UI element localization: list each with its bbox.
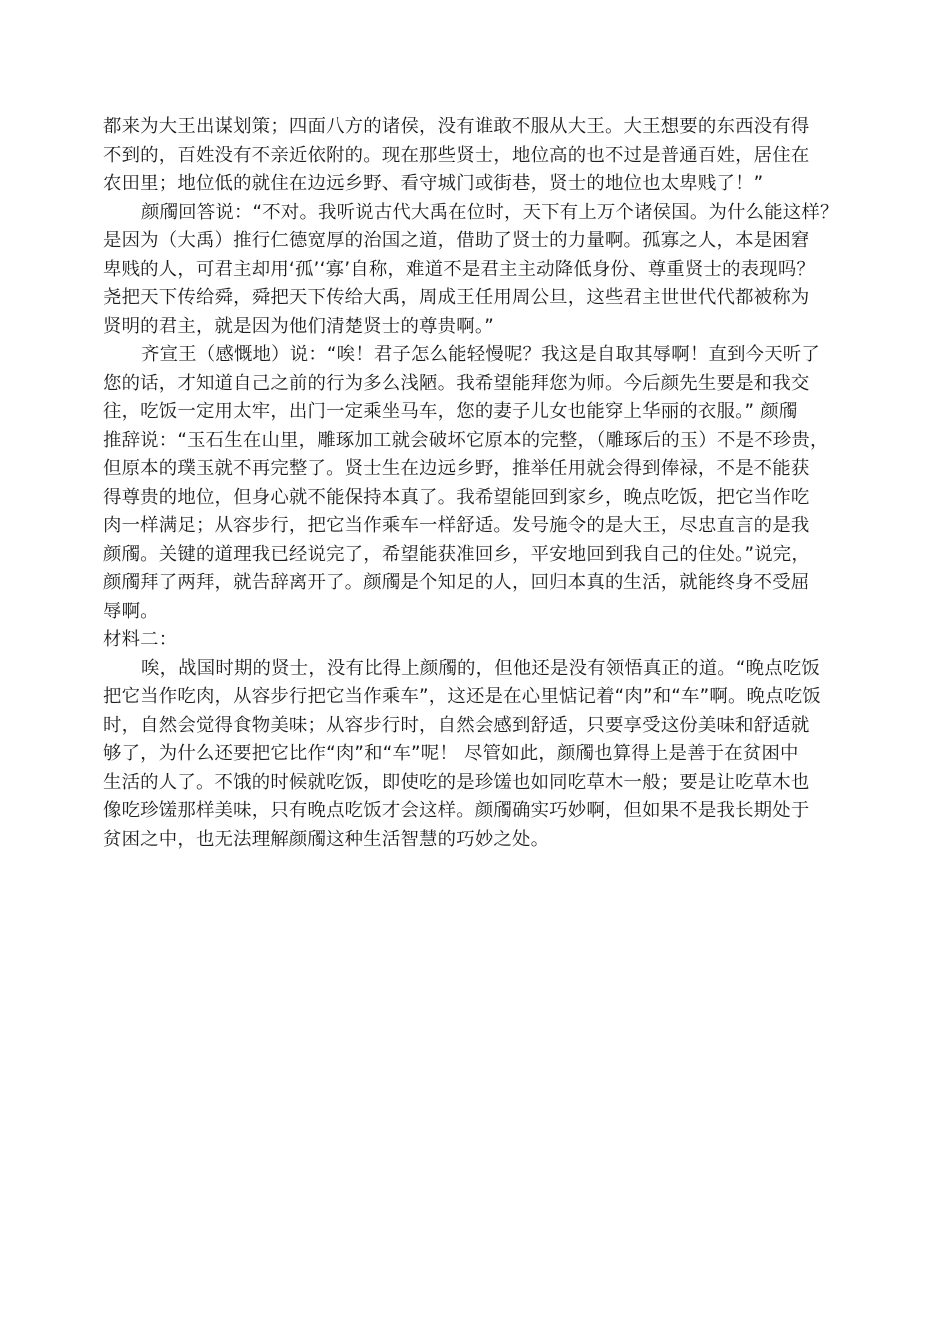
text-line: 但原本的璞玉就不再完整了。贤士生在边远乡野，推举任用就会得到俸禄，不是不能获 [103,458,810,479]
text-line: 辱啊。 [103,600,159,622]
text-line: 颜斶拜了两拜，就告辞离开了。颜斶是个知足的人，回归本真的生活，就能终身不受屈 [103,572,810,593]
text-line: 卑贱的人，可君主却用‘孤’‘寡’自称，难道不是君主主动降低身份、尊重贤士的表现吗？ [103,258,816,280]
paragraph-start: 唉，战国时期的贤士，没有比得上颜斶的，但他还是没有领悟真正的道。“晚点吃饭 [141,657,820,679]
text-line: 生活的人了。不饿的时候就吃饭，即使吃的是珍馐也如同吃草木一般；要是让吃草木也 [103,771,810,793]
text-line: 都来为大王出谋划策；四面八方的诸侯，没有谁敢不服从大王。大王想要的东西没有得 [103,116,810,137]
text-line: 像吃珍馐那样美味，只有晚点吃饭才会这样。颜斶确实巧妙啊，但如果不是我长期处于 [103,800,810,821]
text-line: 贫困之中，也无法理解颜斶这种生活智慧的巧妙之处。 [103,828,550,850]
text-line: 不到的，百姓没有不亲近依附的。现在那些贤士，地位高的也不过是普通百姓，居住在 [103,144,810,166]
text-line: 颜斶。关键的道理我已经说完了，希望能获准回乡，平安地回到我自己的住处。”说完， [103,543,810,565]
paragraph-start: 颜斶回答说：“不对。我听说古代大禹在位时，天下有上万个诸侯国。为什么能这样？ [141,201,839,223]
text-line: 您的话，才知道自己之前的行为多么浅陋。我希望能拜您为师。今后颜先生要是和我交 [103,372,810,394]
text-line: 推辞说：“玉石生在山里，雕琢加工就会破坏它原本的完整，（雕琢后的玉）不是不珍贵， [103,429,829,451]
text-line: 农田里；地位低的就住在边远乡野、看守城门或街巷，贤士的地位也太卑贱了！” [103,173,764,194]
text-line: 尧把天下传给舜，舜把天下传给大禹，周成王任用周公旦，这些君主世世代代都被称为 [103,287,810,308]
text-line: 往，吃饭一定用太牢，出门一定乘坐马车，您的妻子儿女也能穿上华丽的衣服。” 颜斶 [103,401,798,422]
text-line: 够了，为什么还要把它比作“肉”和“车”呢！ 尽管如此，颜斶也算得上是善于在贫困中 [103,743,799,764]
text-line: 贤明的君主，就是因为他们清楚贤士的尊贵啊。” [103,315,494,337]
text-line: 肉一样满足；从容步行，把它当作乘车一样舒适。发号施令的是大王，尽忠直言的是我 [103,515,810,536]
text-line: 得尊贵的地位，但身心就不能保持本真了。我希望能回到家乡，晚点吃饭，把它当作吃 [103,486,810,508]
text-line: 把它当作吃肉，从容步行把它当作乘车”，这还是在心里惦记着“肉”和“车”啊。晚点吃饭 [103,686,821,707]
paragraph-start: 齐宣王（感慨地）说：“唉！君子怎么能轻慢呢？我这是自取其辱啊！直到今天听了 [141,344,820,365]
section-heading: 材料二： [103,629,178,650]
text-line: 时，自然会觉得食物美味；从容步行时，自然会感到舒适，只要享受这份美味和舒适就 [103,714,810,736]
text-line: 是因为（大禹）推行仁德宽厚的治国之道，借助了贤士的力量啊。孤寡之人，本是困窘 [103,230,810,251]
document-page [103,113,871,854]
